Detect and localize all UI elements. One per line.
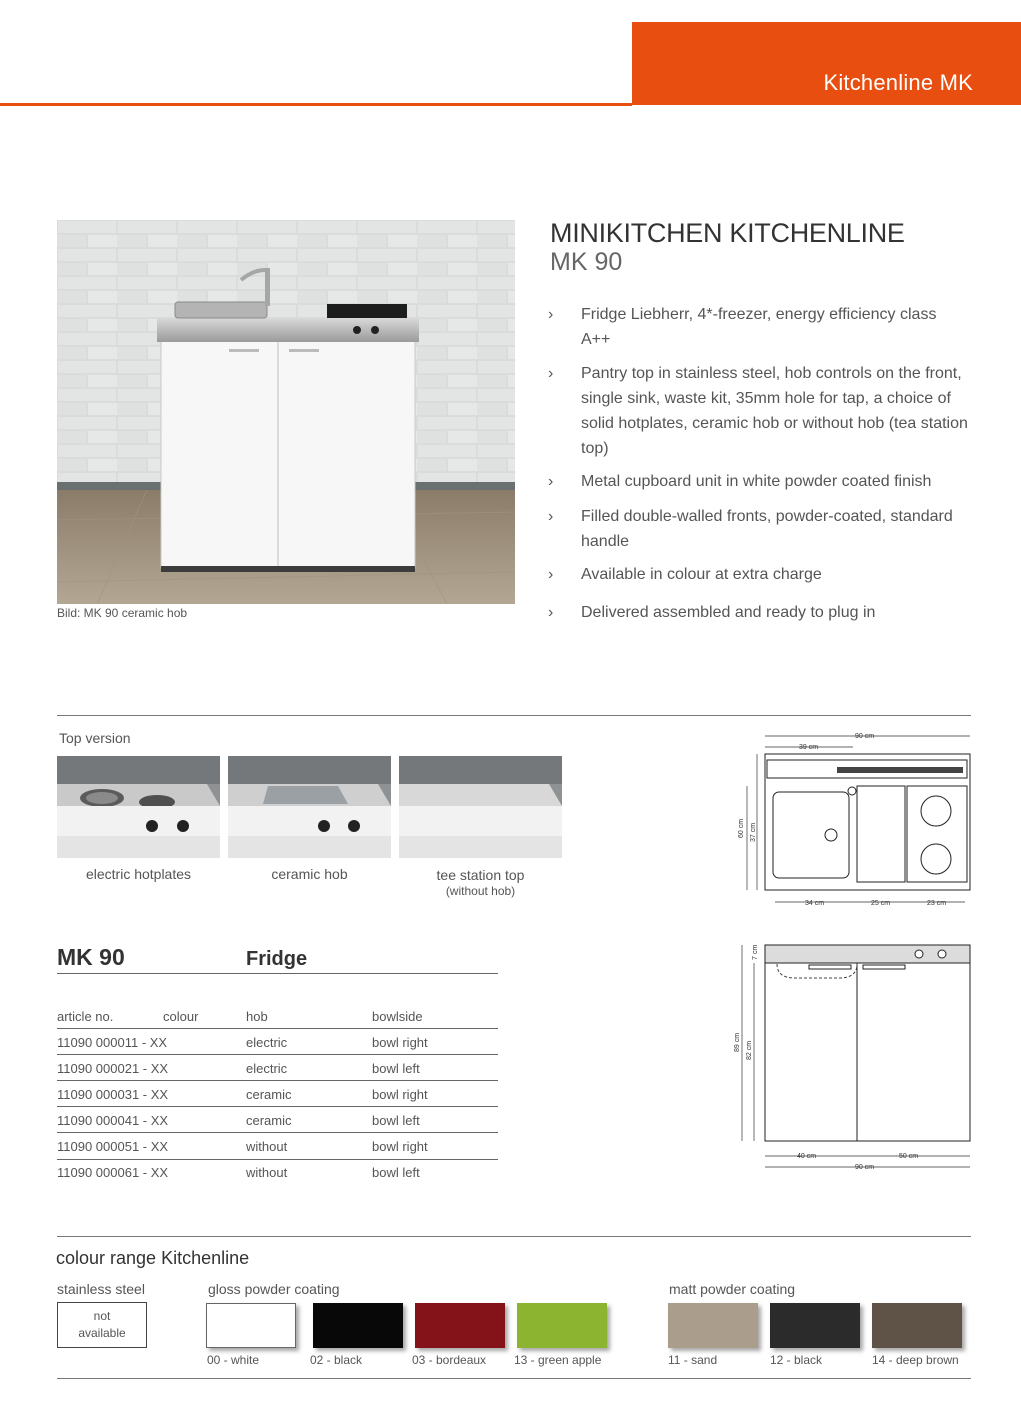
chevron-right-icon: › — [548, 365, 554, 382]
article-table — [57, 973, 498, 1183]
model-title: MK 90 — [57, 944, 125, 970]
photo-caption: Bild: MK 90 ceramic hob — [57, 606, 188, 620]
section-divider — [57, 1236, 971, 1237]
swatch-label: 14 - deep brown — [872, 1353, 959, 1367]
colour-range-title: colour range Kitchenline — [56, 1248, 250, 1268]
front-view-diagram — [735, 940, 975, 1175]
row-article: 11090 000041 - XX — [57, 1113, 169, 1128]
row-bowlside: bowl right — [372, 1035, 428, 1050]
header-title: Kitchenline MK — [823, 70, 973, 95]
swatch-gloss-black — [313, 1303, 403, 1348]
chevron-right-icon: › — [548, 604, 554, 621]
swatch-gloss-white — [206, 1303, 296, 1348]
front-dim-left: 40 cm — [797, 1153, 817, 1160]
header-bowlside: bowlside — [372, 1009, 423, 1024]
swatch-gloss-green-apple — [517, 1303, 607, 1348]
row-article: 11090 000061 - XX — [57, 1165, 169, 1180]
top-dim-seg3: 23 cm — [927, 900, 947, 907]
top-dim-depth-inner: 37 cm — [750, 822, 757, 842]
row-article: 11090 000021 - XX — [57, 1061, 169, 1076]
row-hob: electric — [246, 1061, 288, 1076]
front-dim-height-inner: 82 cm — [746, 1040, 753, 1060]
matt-label: matt powder coating — [669, 1281, 796, 1297]
row-bowlside: bowl left — [372, 1061, 420, 1076]
swatch-label: 03 - bordeaux — [412, 1353, 487, 1367]
thumb-electric-hotplates — [57, 756, 220, 858]
thumb-label-electric: electric hotplates — [85, 866, 192, 882]
swatch-label: 02 - black — [310, 1353, 363, 1367]
front-dim-right: 50 cm — [899, 1153, 919, 1160]
swatch-label: 13 - green apple — [514, 1353, 602, 1367]
section-divider — [57, 1378, 971, 1379]
chevron-right-icon: › — [548, 306, 554, 323]
header-hob: hob — [246, 1009, 268, 1024]
swatch-label: 00 - white — [207, 1353, 260, 1367]
swatch-label: 12 - black — [770, 1353, 823, 1367]
thumb-tee-station-top — [399, 756, 562, 858]
header-rule — [0, 103, 632, 106]
row-hob: ceramic — [246, 1087, 292, 1102]
product-title: MINIKITCHEN KITCHENLINE — [550, 218, 905, 248]
front-dim-top: 7 cm — [752, 944, 759, 960]
swatch-label: 11 - sand — [668, 1353, 718, 1367]
chevron-right-icon: › — [548, 473, 554, 490]
table-rule — [57, 1028, 498, 1029]
section-divider — [57, 715, 971, 716]
thumb-label-ceramic: ceramic hob — [271, 866, 348, 882]
front-dim-total: 90 cm — [855, 1164, 875, 1171]
top-dim-depth-outer: 60 cm — [738, 818, 745, 838]
header-article: article no. — [57, 1009, 114, 1024]
row-hob: without — [246, 1165, 288, 1180]
row-article: 11090 000051 - XX — [57, 1139, 169, 1154]
chevron-right-icon: › — [548, 566, 554, 583]
header-colour: colour — [163, 1009, 199, 1024]
table-rule — [57, 1159, 498, 1160]
row-article: 11090 000011 - XX — [57, 1035, 168, 1050]
feature-item: › Pantry top in stainless steel, hob controls on the front, single sink, waste kit, 35mm hole for tap, a choice of solid hotplates, ceramic hob or without hob (tea station top) — [548, 361, 968, 461]
swatch-gloss-bordeaux — [415, 1303, 505, 1348]
top-version-label: Top version — [59, 730, 131, 746]
top-dim-total: 90 cm — [855, 733, 875, 740]
table-rule — [57, 1054, 498, 1055]
swatch-matt-sand — [668, 1303, 758, 1348]
feature-item: › Delivered assembled and ready to plug in — [548, 600, 968, 625]
row-hob: without — [246, 1139, 288, 1154]
table-rule — [57, 973, 498, 974]
not-available-box: not available — [57, 1302, 147, 1348]
row-bowlside: bowl left — [372, 1165, 420, 1180]
thumb-ceramic-hob — [228, 756, 391, 858]
table-rule — [57, 1132, 498, 1133]
front-dim-height-outer: 89 cm — [734, 1032, 741, 1052]
top-view-diagram — [735, 728, 975, 913]
feature-item: › Fridge Liebherr, 4*-freezer, energy efficiency class A++ — [548, 302, 968, 352]
row-bowlside: bowl left — [372, 1113, 420, 1128]
row-hob: electric — [246, 1035, 288, 1050]
swatch-matt-deep-brown — [872, 1303, 962, 1348]
product-photo — [57, 220, 515, 604]
feature-item: › Filled double-walled fronts, powder-coated, standard handle — [548, 504, 968, 554]
product-subtitle: MK 90 — [550, 248, 623, 276]
thumb-label-tee-station: tee station top (without hob) — [436, 867, 525, 898]
stainless-label: stainless steel — [57, 1281, 145, 1297]
type-title: Fridge — [246, 948, 308, 970]
row-bowlside: bowl right — [372, 1139, 428, 1154]
top-dim-seg1: 34 cm — [805, 900, 825, 907]
table-rule — [57, 1080, 498, 1081]
row-hob: ceramic — [246, 1113, 292, 1128]
chevron-right-icon: › — [548, 508, 554, 525]
swatch-matt-black — [770, 1303, 860, 1348]
top-dim-sink-offset: 39 cm — [799, 744, 819, 751]
row-article: 11090 000031 - XX — [57, 1087, 169, 1102]
row-bowlside: bowl right — [372, 1087, 428, 1102]
gloss-label: gloss powder coating — [208, 1281, 340, 1297]
feature-item: › Metal cupboard unit in white powder coated finish — [548, 469, 968, 494]
table-rule — [57, 1106, 498, 1107]
top-dim-seg2: 25 cm — [871, 900, 891, 907]
feature-item: › Available in colour at extra charge — [548, 562, 968, 587]
